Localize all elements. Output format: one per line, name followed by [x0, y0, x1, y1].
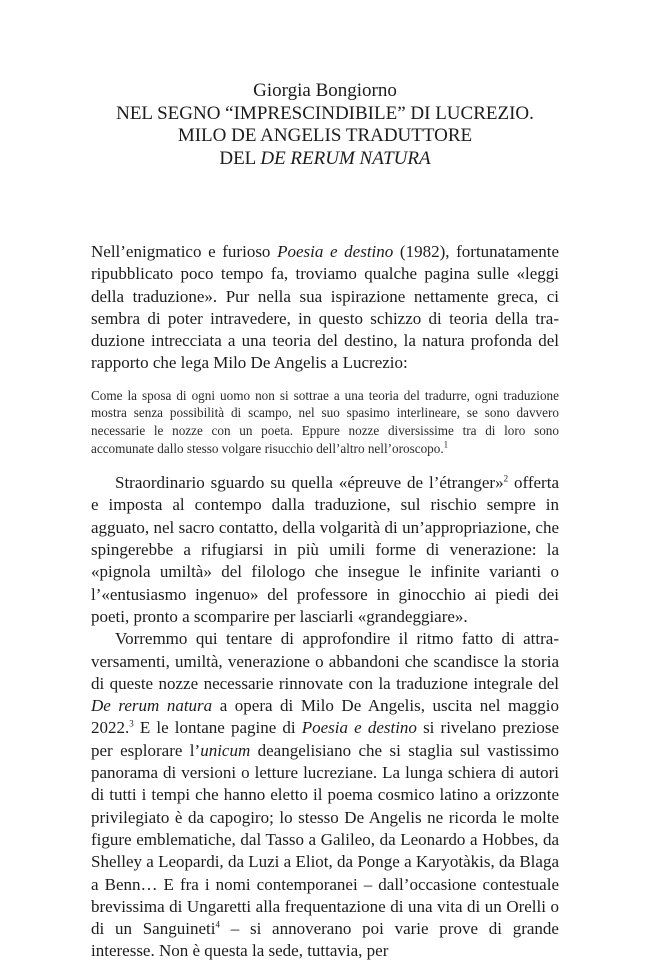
- p1-italic-title: Poesia e destino: [277, 242, 394, 261]
- author-name: Giorgia Bongiorno: [253, 80, 397, 101]
- article-body: [91, 241, 559, 963]
- p2-text-a: Straordinario sguardo su quella «épreuve de l’étranger»: [115, 473, 504, 493]
- p3-italic-poesia: Poesia e destino: [301, 718, 417, 738]
- title-line-3-prefix: DEL: [219, 147, 261, 169]
- p1-text-c: (1982), fortunatamente ripubblicato poco tempo fa, troviamo qualche pagina sulle «leggi della traduzione». Pur nella sua ispirazione nettamente greca, ci sembra di poter intravedere, in questo schizzo di teoria della traduzione intrecciata a una teoria del destino, la natura profonda del rapporto che lega Milo De Angelis a Lucrezio:: [91, 242, 560, 373]
- quote-text: Come la sposa di ogni uomo non si sottrae a una teoria del tradurre, ogni traduzione mostra senza possibilità di scampo, nel suo spasimo interlineare, se sono davvero necessarie le nozze con un poeta. Eppure nozze diversissime tra di loro sono accomunate dallo stesso volgare risucchio dell’altro nell’oroscopo.: [91, 387, 559, 456]
- paragraph-2: [91, 472, 559, 628]
- p3-italic-de-rerum: De rerum natura: [91, 696, 213, 716]
- paragraph-1: [91, 241, 559, 375]
- title-line-3: [60, 148, 590, 171]
- p3-text-h: deangelisiano che si staglia sul vastissimo panorama di versioni o letture lucreziane. La lunga schiera di autori di tutti i tempi che hanno eletto il poema cosmico latino a orizzonte privilegiato è da capogiro; lo stesso De Angelis ne ricorda le molte figure emblematiche, dal Tasso a Galileo, da Leonardo a Hobbes, da Shelley a Leopardi, da Luzi a Eliot, da Ponge a Karyotàkis, da Blaga a Benn… E fra i nomi contemporanei – dall’occasione contestuale brevissima di Ungaretti alla frequentazione di una vita di un Orelli o di un Sanguineti: [91, 740, 559, 939]
- paragraph-3: [91, 628, 559, 962]
- footnote-ref-4[interactable]: 4: [215, 919, 220, 930]
- p1-text-a: Nell’enigmatico e furioso: [91, 242, 278, 261]
- article-header: [60, 80, 590, 170]
- p2-text-b: offerta e imposta al contempo dalla traduzione, sul rischio sempre in agguato, nel sacro contatto, della volgarità di un’appropriazione, che spingerebbe a rifugiarsi in più umili forme di venerazione: la «pignola umiltà» del filologo che insegue le infinite varianti o l’«entusiasmo ingenuo» del professore in ginocchio ai piedi dei poeti, pronto a scomparire per lasciarli «grandeggiare».: [91, 473, 559, 626]
- footnote-ref-1[interactable]: 1: [443, 439, 449, 450]
- title-line-1: NEL SEGNO “IMPRESCINDIBILE” DI LUCREZIO.: [116, 102, 534, 124]
- p3-text-d: E le lontane pagine di: [133, 718, 302, 738]
- block-quote: [91, 387, 559, 457]
- p3-text-a: Vorremmo qui tentare di approfondire il ritmo fatto di attraversamenti, umiltà, venerazione o abbandoni che scandisce la storia di queste nozze necessarie rinnovate con la traduzione integrale del: [91, 629, 559, 693]
- title-line-2: MILO DE ANGELIS TRADUTTORE: [177, 125, 473, 146]
- footnote-ref-2[interactable]: 2: [503, 473, 509, 484]
- title-work-name: DE RERUM NATURA: [260, 147, 431, 169]
- p3-text-c: a opera di Milo De Angelis, uscita nel maggio 2022.: [91, 696, 559, 738]
- p3-italic-unicum: unicum: [200, 740, 251, 760]
- footnote-ref-3[interactable]: 3: [129, 718, 134, 729]
- p3-text-i: – si annoverano poi varie prove di grande interesse. Non è questa la sede, tuttavia, per: [91, 919, 559, 961]
- p3-text-f: si rivelano preziose per esplorare l’: [91, 718, 559, 760]
